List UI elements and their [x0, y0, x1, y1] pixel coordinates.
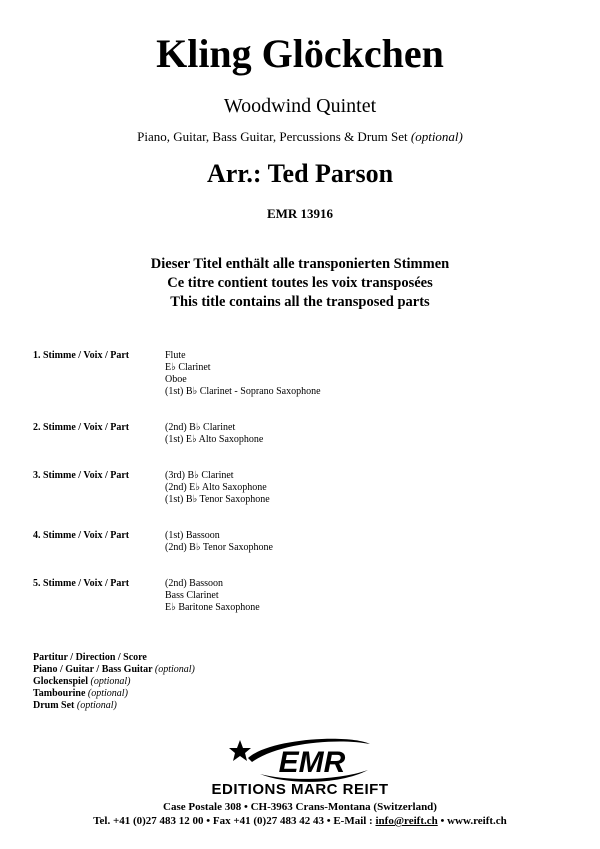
extra-rhythm: Piano / Guitar / Bass Guitar (optional)	[33, 664, 195, 675]
publisher-address: Case Postale 308 • CH-3963 Crans-Montana (Switzerland)	[163, 801, 437, 813]
instrument-item: Flute	[165, 350, 186, 361]
instrumentation-optional: (optional)	[410, 129, 463, 144]
part-label: 5. Stimme / Voix / Part	[33, 578, 130, 589]
part-label: 2. Stimme / Voix / Part	[33, 422, 130, 433]
instrument-item: (3rd) B♭ Clarinet	[165, 470, 234, 481]
page-title: Kling Glöckchen	[156, 31, 444, 76]
arranger: Arr.: Ted Parson	[206, 159, 394, 188]
publisher-contact	[0, 814, 600, 828]
notice-line-de: Dieser Titel enthält alle transponierten Stimmen	[150, 256, 450, 272]
additional-parts	[33, 652, 195, 712]
instrument-item: (2nd) B♭ Clarinet	[165, 422, 236, 433]
email-link[interactable]: info@reift.ch	[375, 815, 438, 827]
website: • www.reift.ch	[437, 815, 507, 827]
instrument-item: (2nd) B♭ Tenor Saxophone	[165, 542, 273, 553]
contact-phone-fax: Tel. +41 (0)27 483 12 00 • Fax +41 (0)27 483 42 43 • E-Mail :	[93, 815, 376, 827]
instrument-item: E♭ Baritone Saxophone	[165, 602, 260, 613]
extra-glockenspiel: Glockenspiel (optional)	[33, 676, 131, 687]
extra-score: Partitur / Direction / Score	[33, 652, 147, 663]
instrument-item: (2nd) Bassoon	[165, 578, 224, 589]
part-instruments	[165, 350, 321, 398]
logo-text: EDITIONS MARC REIFT	[211, 781, 389, 798]
instrument-item: (1st) B♭ Tenor Saxophone	[165, 494, 270, 505]
extra-tambourine: Tambourine (optional)	[33, 688, 128, 699]
part-label: 3. Stimme / Voix / Part	[33, 470, 130, 481]
part-instruments	[165, 530, 273, 554]
transposition-notice	[0, 255, 600, 312]
instrumentation-main: Piano, Guitar, Bass Guitar, Percussions & Drum Set	[137, 129, 411, 144]
extra-drum-set: Drum Set (optional)	[33, 700, 117, 711]
instrument-item: (1st) Bassoon	[165, 530, 220, 541]
part-instruments	[165, 578, 260, 614]
subtitle: Woodwind Quintet	[223, 95, 377, 117]
notice-line-fr: Ce titre contient toutes les voix transposées	[167, 275, 433, 291]
instrumentation-line	[0, 129, 600, 145]
notice-line-en: This title contains all the transposed parts	[170, 294, 430, 310]
logo-mark: EMR	[278, 746, 346, 779]
emr-logo	[200, 732, 400, 798]
instrument-item: (1st) B♭ Clarinet - Soprano Saxophone	[165, 386, 321, 397]
part-instruments	[165, 470, 270, 506]
instrument-item: Bass Clarinet	[165, 590, 219, 601]
catalog-number: EMR 13916	[266, 206, 334, 221]
instrument-item: (1st) E♭ Alto Saxophone	[165, 434, 264, 445]
instrument-item: Oboe	[165, 374, 187, 385]
star-icon	[229, 740, 251, 761]
part-label: 1. Stimme / Voix / Part	[33, 350, 130, 361]
instrument-item: (2nd) E♭ Alto Saxophone	[165, 482, 267, 493]
instrument-item: E♭ Clarinet	[165, 362, 211, 373]
part-label: 4. Stimme / Voix / Part	[33, 530, 130, 541]
part-instruments	[165, 422, 263, 446]
